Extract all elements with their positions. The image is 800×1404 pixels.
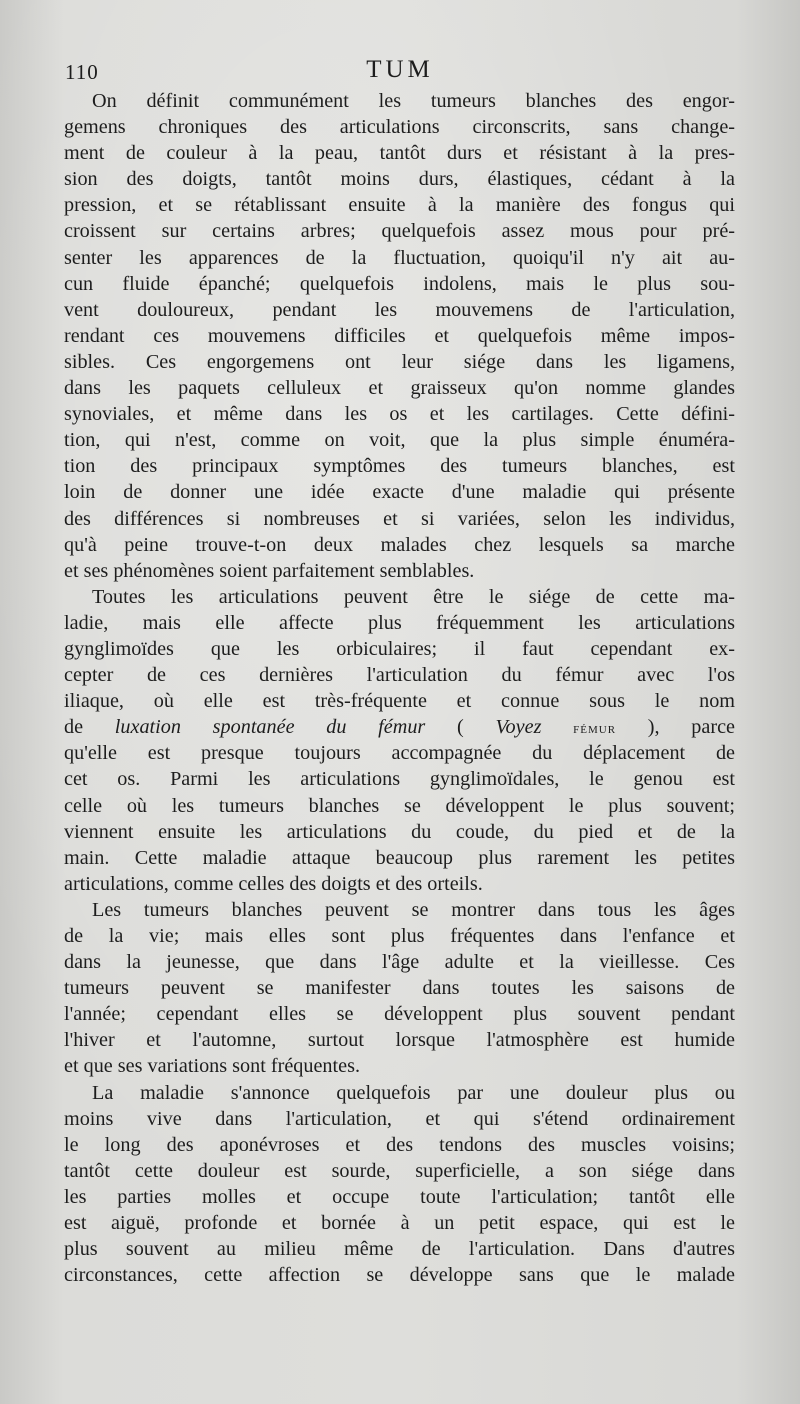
paragraph-1: [64, 88, 735, 584]
cross-reference-femur: fémur: [573, 721, 617, 738]
text-line: est aiguë, profonde et bornée à un petit espace, qui est le: [64, 1212, 735, 1235]
text-line: synoviales, et même dans les os et les cartilages. Cette défini-: [64, 403, 735, 426]
page-number: 110: [65, 60, 99, 84]
text-line: gynglimoïdes que les orbiculaires; il faut cependant ex-: [64, 637, 735, 660]
running-title: TUM: [366, 56, 434, 83]
text-line: et ses phénomènes soient parfaitement semblables.: [64, 559, 475, 582]
text-line: dans les paquets celluleux et graisseux qu'on nomme glandes: [64, 377, 735, 400]
running-head: [65, 56, 735, 86]
text-line: cun fluide épanché; quelquefois indolens, mais le plus sou-: [64, 272, 735, 295]
text-line: le long des aponévroses et des tendons des muscles voisins;: [64, 1133, 735, 1156]
text-line: ladie, mais elle affecte plus fréquemment les articulations: [64, 611, 735, 634]
text-line-with-cross-reference: [64, 714, 735, 740]
text-line: circonstances, cette affection se développe sans que le malade: [64, 1264, 735, 1287]
text-line: celle où les tumeurs blanches se développent le plus souvent;: [64, 794, 735, 817]
text-line: Les tumeurs blanches peuvent se montrer dans tous les âges: [92, 898, 735, 921]
text-line: articulations, comme celles des doigts et des orteils.: [64, 872, 483, 895]
text-line: sibles. Ces engorgemens ont leur siége dans les ligamens,: [64, 350, 735, 373]
text-line: La maladie s'annonce quelquefois par une douleur plus ou: [92, 1081, 735, 1104]
text-line: tumeurs peuvent se manifester dans toutes les saisons de: [64, 977, 735, 1000]
text-run: ), parce: [616, 716, 735, 739]
text-run: de: [64, 716, 115, 739]
text-line: main. Cette maladie attaque beaucoup plus rarement les petites: [64, 846, 735, 869]
body-text: [64, 88, 735, 1288]
text-line: vent douloureux, pendant les mouvemens de l'articulation,: [64, 298, 735, 321]
text-line: loin de donner une idée exacte d'une maladie qui présente: [64, 481, 735, 504]
text-line: senter les apparences de la fluctuation, quoiqu'il n'y ait au-: [64, 246, 735, 269]
italic-term: luxation spontanée du fémur: [114, 716, 426, 739]
text-line: des différences si nombreuses et si variées, selon les individus,: [64, 507, 735, 530]
text-line: l'hiver et l'automne, surtout lorsque l'atmosphère est humide: [64, 1029, 735, 1052]
text-line: les parties molles et occupe toute l'articulation; tantôt elle: [64, 1185, 735, 1208]
paragraph-2: [64, 584, 735, 897]
text-line: qu'elle est presque toujours accompagnée du déplacement de: [64, 742, 735, 765]
text-line: ment de couleur à la peau, tantôt durs et résistant à la pres-: [64, 142, 735, 165]
text-line: tantôt cette douleur est sourde, superficielle, a son siége dans: [64, 1159, 735, 1182]
text-line: rendant ces mouvemens difficiles et quelquefois même impos-: [64, 324, 735, 347]
text-line: de la vie; mais elles sont plus fréquentes dans l'enfance et: [64, 925, 735, 947]
text-line: tion, qui n'est, comme on voit, que la plus simple énuméra-: [64, 429, 735, 452]
see-also-label: Voyez: [495, 716, 542, 739]
text-line: iliaque, où elle est très-fréquente et connue sous le nom: [64, 690, 735, 713]
text-line: dans la jeunesse, que dans l'âge adulte et la vieillesse. Ces: [64, 951, 735, 974]
text-line: cepter de ces dernières l'articulation du fémur avec l'os: [64, 664, 735, 687]
paragraph-3: [64, 897, 735, 1080]
text-line: l'année; cependant elles se développent plus souvent pendant: [64, 1003, 735, 1026]
text-line: sion des doigts, tantôt moins durs, élastiques, cédant à la: [64, 168, 735, 191]
text-line: qu'à peine trouve-t-on deux malades chez lesquels sa marche: [64, 533, 735, 556]
text-line: viennent ensuite les articulations du coude, du pied et de la: [64, 820, 735, 843]
paragraph-4: [64, 1080, 735, 1289]
text-line: cet os. Parmi les articulations gynglimoïdales, le genou est: [64, 768, 735, 791]
text-run: [541, 716, 573, 738]
text-line: plus souvent au milieu même de l'articulation. Dans d'autres: [64, 1238, 735, 1261]
text-line: On définit communément les tumeurs blanches des engor-: [92, 90, 735, 112]
text-run: (: [425, 716, 496, 739]
text-line: tion des principaux symptômes des tumeurs blanches, est: [64, 455, 735, 478]
text-line: et que ses variations sont fréquentes.: [64, 1055, 361, 1078]
text-line: croissent sur certains arbres; quelquefois assez mous pour pré-: [64, 220, 735, 243]
text-line: gemens chroniques des articulations circonscrits, sans change-: [64, 116, 735, 139]
text-line: Toutes les articulations peuvent être le siége de cette ma-: [92, 585, 735, 608]
text-line: moins vive dans l'articulation, et qui s'étend ordinairement: [64, 1107, 735, 1130]
text-line: pression, et se rétablissant ensuite à la manière des fongus qui: [64, 194, 735, 217]
